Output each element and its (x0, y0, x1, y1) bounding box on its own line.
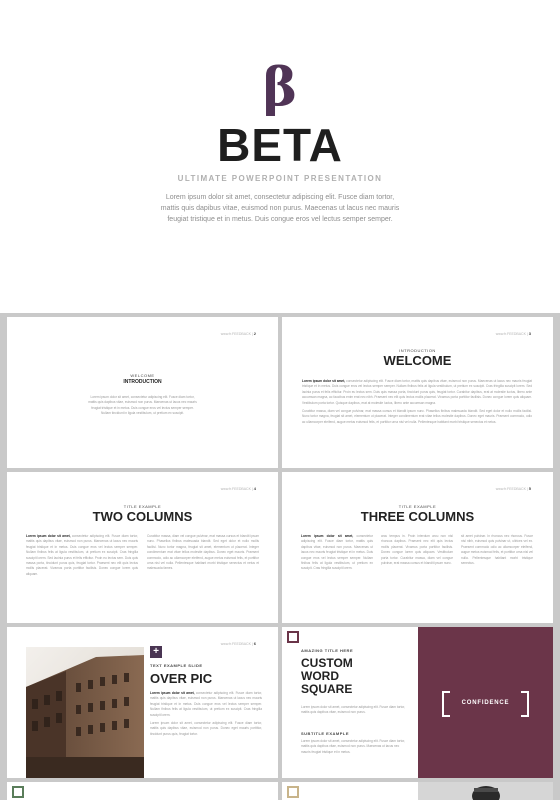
body-text: consectetur adipiscing elit. Fusce diam tortor, mattis quis dapibus vitae, euismod non purus. Maecenas ut lacus nec mauris feugiat tristique et in metus. Duis congue eros vel lectus semper semper. Nullam finibus felis at ligula vestibulum, ut pretium ex suscipit. Cras fringilla suscipit lorem. (150, 691, 263, 717)
hero-subtitle: ULTIMATE POWERPOINT PRESENTATION (177, 174, 383, 183)
slide-body-2: Lorem ipsum dolor sit amet, consectetur adipiscing elit. Fusce diam tortor, mattis quis dapibus vitae, euismod non purus. Maecenas ut lacus nec mauris feugiat tristique et in metus. (301, 739, 405, 754)
page-number (496, 331, 531, 336)
page-number-value: 4 (253, 486, 256, 491)
slide-body: Lorem ipsum dolor sit amet, consectetur adipiscing elit. Fusce diam tortor, mattis quis dapibus vitae, euismod non purus. (301, 705, 405, 715)
page-number-value: 6 (253, 641, 256, 646)
slide-eyebrow: TITLE EXAMPLE (398, 504, 437, 509)
slide-title-text: WELCOME (383, 353, 452, 368)
slide-title[interactable] (0, 0, 560, 313)
page-label: www.fr.FEEDBACK | (495, 487, 529, 491)
page-label: www.fr.FEEDBACK | (220, 332, 254, 336)
confidence-label: CONFIDENCE (461, 700, 510, 706)
square-outline-icon (287, 786, 299, 798)
slide-two-columns[interactable] (7, 472, 278, 623)
title-line-1: CUSTOM (301, 656, 353, 670)
slide-subtitle: SUBTITLE EXAMPLE (301, 731, 350, 736)
page-label: www.fr.FEEDBACK | (495, 332, 529, 336)
page-number (221, 641, 256, 646)
page-number-value: 3 (528, 331, 531, 336)
lead-text: Lorem ipsum dolor sit amet, (26, 534, 71, 538)
title-line-3: SQUARE (301, 682, 353, 696)
slide-eyebrow: TITLE EXAMPLE (123, 504, 162, 509)
slide-title-text (301, 657, 411, 696)
page-label: www.fr.FEEDBACK | (220, 487, 254, 491)
lead-text: Lorem ipsum dolor sit amet, (150, 691, 195, 695)
page-label: www.fr.FEEDBACK | (220, 642, 254, 646)
col1-text: consectetur adipiscing elit. Fusce diam tortor, mattis quis dapibus vitae, euismod non purus. Maecenas ut lacus nec mauris feugiat tristique et in metus. Duis congue eros vel lectus semper semper. Nullam finibus felis at ligula vestibulum, ut pretium ex suscipit. Cras fringilla suscipit lorem. (301, 534, 373, 571)
slide-body-2: Curabitur massa, diam vel congue pulvinar, erat massa cursus et blandit ipsum nunc. Phasellus finibus malesuada blandit. Sed eget dolor et nullo mollis facilisi. Nunc tortor magna, feugiat sit amet, elementum ut placerat. Integer condimentum erat vitae tellus molestie dapibus. Donec eget mauris. Praesent commodo, odio ac ullamcorper eleifend, augue metus euismod felis, et porttitor urna nisl vel nulla. Pellentesque habitant morbi tristique senectus et netus. (302, 409, 532, 424)
beta-logo-icon: β (262, 57, 298, 118)
page-number (496, 486, 531, 491)
slide-welcome[interactable] (282, 317, 553, 468)
slide-body-2: Lorem ipsum dolor sit amet, consectetur adipiscing elit. Fusce diam tortor, mattis quis dapibus vitae, euismod non purus. Donec eget mauris porttitor, tincidunt purus quis, feugiat tortor. (150, 721, 262, 736)
slide-partial-right[interactable] (282, 782, 553, 800)
slide-title-text: TWO COLUMNS (92, 509, 193, 524)
col1-text: consectetur adipiscing elit. Fusce diam tortor, mattis quis dapibus vitae, euismod non purus. Maecenas ut lacus nec mauris feugiat tristique et in metus. Duis congue eros vel lectus semper semper. Nullam finibus felis at ligula vestibulum, ut pretium ex suscipit. Cras fringilla suscipit lorem. Sed lacinia purus et felis efficitur. Proin eu lectus sem. Duis quis massa porta, tincidunt purus quis, feugiat tortor. Praesent nec elit quis lectus mollis placerat. Vivamus porta porttitor facilisis. Donec congue lorem quis aliquam. (26, 534, 139, 576)
lead-text: Lorem ipsum dolor sit amet, (302, 379, 346, 383)
page-number (221, 486, 256, 491)
page-number (221, 331, 256, 336)
photo-thumbnail (418, 782, 553, 800)
plus-icon: + (150, 646, 162, 658)
column-1 (26, 534, 138, 577)
slide-custom-word-square[interactable] (282, 627, 553, 778)
slide-eyebrow: INTRODUCTION (399, 348, 436, 353)
slide-eyebrow: TEXT EXAMPLE SLIDE (150, 663, 203, 668)
slide-title-text: INTRODUCTION (123, 379, 162, 385)
slide-eyebrow: WELCOME (130, 373, 155, 378)
hero-title: BETA (217, 119, 343, 171)
column-2: Curabitur massa, diam vel congue pulvinar, erat massa cursus et blandit ipsum nunc. Phasellus finibus malesuada blandit. Sed eget dolor et nullo mollis facilisi. Nunc tortor magna, feugiat sit amet, elementum ut placerat. Integer condimentum erat vitae tellus molestie dapibus. Donec eget mauris. Praesent commodo, odio ac ullamcorper eleifend, augue metus euismod felis, et porttitor urna nisl vel nulla. Pellentesque habitant morbi tristique senectus et netus et malesuada fames. (147, 534, 259, 571)
building-photo (26, 647, 144, 778)
slide-eyebrow: AMAZING TITLE HERE (301, 648, 354, 653)
slide-title-text: THREE COLUMNS (360, 509, 475, 524)
column-1 (301, 534, 373, 572)
slide-body (302, 379, 532, 406)
slide-body (150, 691, 262, 718)
hero-description: Lorem ipsum dolor sit amet, consectetur adipiscing elit. Fusce diam tortor, mattis quis dapibus vitae, euismod non purus. Maecenas ut lacus nec mauris feugiat tristique et in metus. Duis congue eros vel lectus semper semper. (160, 194, 400, 223)
page-number-value: 5 (528, 486, 531, 491)
column-3: sit amet pulvinar. In rhoncus nec rhoncus. Fusce nisl nibh, euismod quis pulvinar ut, ultrices vel ex. Praesent commodo odio ac ullamcorper eleifend, augue metus euismod felis, et porttitor urna nisl vel nulla. Pellentesque habitant morbi tristique senectus. (461, 534, 533, 566)
slide-over-pic[interactable] (7, 627, 278, 778)
column-2: arcu tempus in. Proin interdum arcu non nisl rhoncus dapibus. Praesent nec elit quis lectus mollis placerat. Vivamus porta porttitor facilisis. Donec congue lorem quis aliquam. Vestibulum porta tortor. Curabitur massa, diam vel congue pulvinar, erat massa cursus et blandit ipsum nunc. (381, 534, 453, 566)
lead-text: Lorem ipsum dolor sit amet, (301, 534, 354, 538)
page-number-value: 2 (253, 331, 256, 336)
slide-body: Lorem ipsum dolor sit amet, consectetur adipiscing elit. Fusce diam tortor, mattis quis dapibus vitae, euismod non purus. Maecenas ut lacus nec mauris feugiat tristique et in metus. Duis congue eros vel lectus semper semper. Nullam tincidunt in ligula vestibulum, ut pretium ex suscipit. (88, 395, 197, 416)
body-text: consectetur adipiscing elit. Fusce diam tortor, mattis quis dapibus vitae, euismod non purus. Maecenas ut lacus nec mauris feugiat tristique et in metus. Duis congue eros vel lectus semper semper. Nullam finibus felis at ligula vestibulum, ut pretium ex suscipit. Cras fringilla suscipit lorem. Sed lacinia purus et felis efficitur. Proin eu lectus sem. Duis quis massa porta, tincidunt purus quis, feugiat tortor. Curabitur dapibus, erat at molestie luctus, libero ante accumsan magna, ac faucibus enim erat nec nibh. Praesent nec elit quis lectus mollis placerat. Vivamus porta porttitor facilisis. Donec congue lorem quis aliquam. Vestibulum porta tortor. Quisque dapibus, erat at molestie luctus, libero ante accumsan magna. (302, 379, 533, 405)
square-outline-icon (12, 786, 24, 798)
slide-three-columns[interactable] (282, 472, 553, 623)
slide-partial-left[interactable] (7, 782, 278, 800)
title-line-2: WORD (301, 669, 339, 683)
confidence-panel (418, 627, 553, 778)
slide-title-text: OVER PIC (150, 671, 213, 686)
slide-introduction[interactable] (7, 317, 278, 468)
square-outline-icon (287, 631, 299, 643)
